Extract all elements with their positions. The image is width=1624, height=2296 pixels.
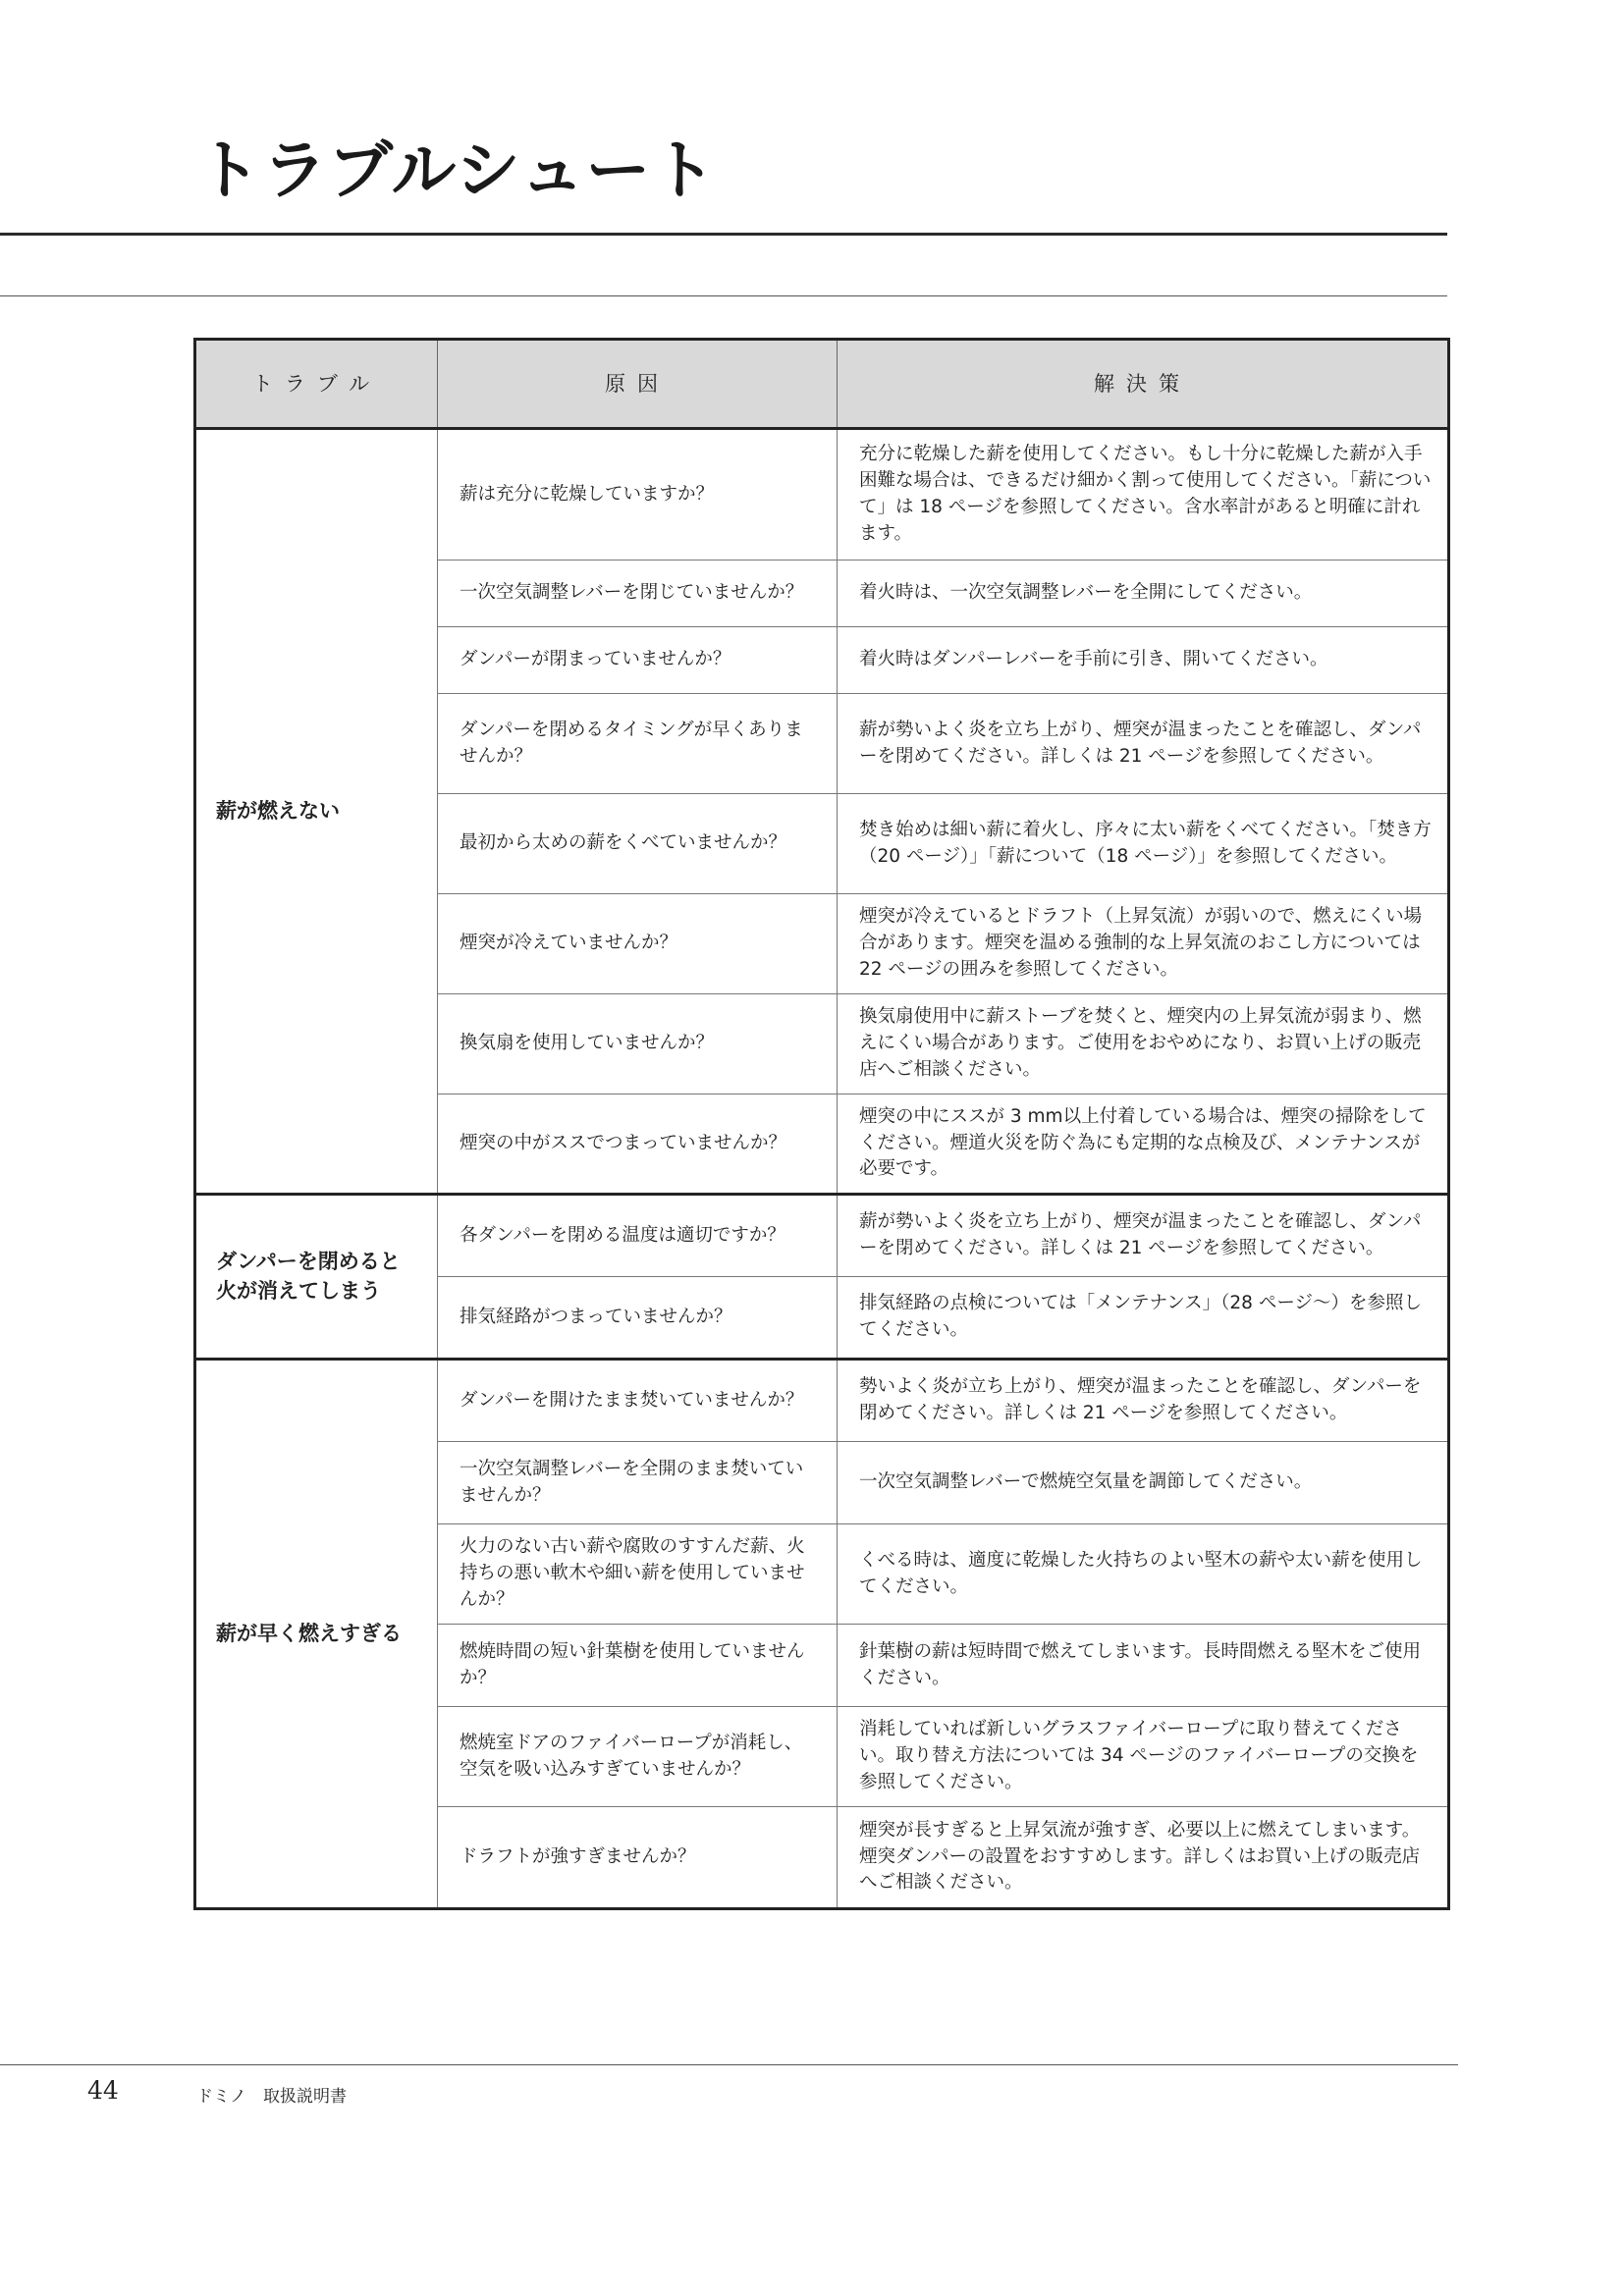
solution-cell: 焚き始めは細い薪に着火し、序々に太い薪をくべてください。「焚き方（20 ページ）」「薪について（18 ページ）」を参照してください。 — [838, 794, 1449, 894]
table-row — [195, 1195, 1449, 1277]
cause-cell: ダンパーが閉まっていませんか？ — [438, 627, 838, 694]
cause-cell: 煙突の中がススでつまっていませんか？ — [438, 1095, 838, 1195]
cause-cell: 最初から太めの薪をくべていませんか？ — [438, 794, 838, 894]
header-trouble: トラブル — [195, 340, 438, 429]
header-divider — [0, 295, 1447, 296]
cause-cell: 燃焼時間の短い針葉樹を使用していませんか？ — [438, 1625, 838, 1707]
solution-cell: 薪が勢いよく炎を立ち上がり、煙突が温まったことを確認し、ダンパーを閉めてください。詳しくは 21 ページを参照してください。 — [838, 694, 1449, 794]
page-title: トラブルシュート — [196, 132, 718, 208]
cause-cell: 燃焼室ドアのファイバーロープが消耗し、空気を吸い込みすぎていませんか？ — [438, 1707, 838, 1807]
cause-cell: 一次空気調整レバーを全開のまま焚いていませんか？ — [438, 1442, 838, 1524]
cause-cell: 排気経路がつまっていませんか？ — [438, 1277, 838, 1360]
table-row — [195, 1360, 1449, 1442]
page-number: 44 — [87, 2076, 119, 2105]
header-cause: 原因 — [438, 340, 838, 429]
cause-cell: 薪は充分に乾燥していますか？ — [438, 429, 838, 561]
trouble-cell: 薪が燃えない — [195, 429, 438, 1195]
solution-cell: 勢いよく炎が立ち上がり、煙突が温まったことを確認し、ダンパーを閉めてください。詳しくは 21 ページを参照してください。 — [838, 1360, 1449, 1442]
cause-cell: ドラフトが強すぎませんか？ — [438, 1807, 838, 1909]
solution-cell: 充分に乾燥した薪を使用してください。もし十分に乾燥した薪が入手困難な場合は、できるだけ細かく割って使用してください。「薪について」は 18 ページを参照してください。含水率計があると明確に計れます。 — [838, 429, 1449, 561]
solution-cell: 針葉樹の薪は短時間で燃えてしまいます。長時間燃える堅木をご使用ください。 — [838, 1625, 1449, 1707]
solution-cell: 一次空気調整レバーで燃焼空気量を調節してください。 — [838, 1442, 1449, 1524]
solution-cell: 着火時はダンパーレバーを手前に引き、開いてください。 — [838, 627, 1449, 694]
title-rule — [0, 233, 1447, 236]
table-body — [195, 429, 1449, 1909]
cause-cell: 各ダンパーを閉める温度は適切ですか？ — [438, 1195, 838, 1277]
solution-cell: 消耗していれば新しいグラスファイバーロープに取り替えてください。取り替え方法については 34 ページのファイバーロープの交換を参照してください。 — [838, 1707, 1449, 1807]
cause-cell: 換気扇を使用していませんか？ — [438, 994, 838, 1095]
cause-cell: ダンパーを閉めるタイミングが早くありませんか？ — [438, 694, 838, 794]
solution-cell: 排気経路の点検については「メンテナンス」（28 ページ〜）を参照してください。 — [838, 1277, 1449, 1360]
trouble-cell: ダンパーを閉めると火が消えてしまう — [195, 1195, 438, 1360]
solution-cell: くべる時は、適度に乾燥した火持ちのよい堅木の薪や太い薪を使用してください。 — [838, 1524, 1449, 1625]
solution-cell: 換気扇使用中に薪ストーブを焚くと、煙突内の上昇気流が弱まり、燃えにくい場合があります。ご使用をおやめになり、お買い上げの販売店へご相談ください。 — [838, 994, 1449, 1095]
table-header-row — [195, 340, 1449, 429]
trouble-cell: 薪が早く燃えすぎる — [195, 1360, 438, 1909]
header-solution: 解決策 — [838, 340, 1449, 429]
solution-cell: 煙突が長すぎると上昇気流が強すぎ、必要以上に燃えてしまいます。煙突ダンパーの設置をおすすめします。詳しくはお買い上げの販売店へご相談ください。 — [838, 1807, 1449, 1909]
solution-cell: 煙突の中にススが 3 mm以上付着している場合は、煙突の掃除をしてください。煙道火災を防ぐ為にも定期的な点検及び、メンテナンスが必要です。 — [838, 1095, 1449, 1195]
table-row — [195, 429, 1449, 561]
cause-cell: 一次空気調整レバーを閉じていませんか？ — [438, 561, 838, 627]
cause-cell: ダンパーを開けたまま焚いていませんか？ — [438, 1360, 838, 1442]
document-name: ドミノ 取扱説明書 — [196, 2087, 347, 2107]
solution-cell: 煙突が冷えているとドラフト（上昇気流）が弱いので、燃えにくい場合があります。煙突を温める強制的な上昇気流のおこし方については 22 ページの囲みを参照してください。 — [838, 894, 1449, 994]
footer-rule — [0, 2064, 1458, 2065]
troubleshoot-table — [193, 338, 1450, 1910]
cause-cell: 煙突が冷えていませんか？ — [438, 894, 838, 994]
cause-cell: 火力のない古い薪や腐敗のすすんだ薪、火持ちの悪い軟木や細い薪を使用していませんか？ — [438, 1524, 838, 1625]
solution-cell: 着火時は、一次空気調整レバーを全開にしてください。 — [838, 561, 1449, 627]
solution-cell: 薪が勢いよく炎を立ち上がり、煙突が温まったことを確認し、ダンパーを閉めてください。詳しくは 21 ページを参照してください。 — [838, 1195, 1449, 1277]
